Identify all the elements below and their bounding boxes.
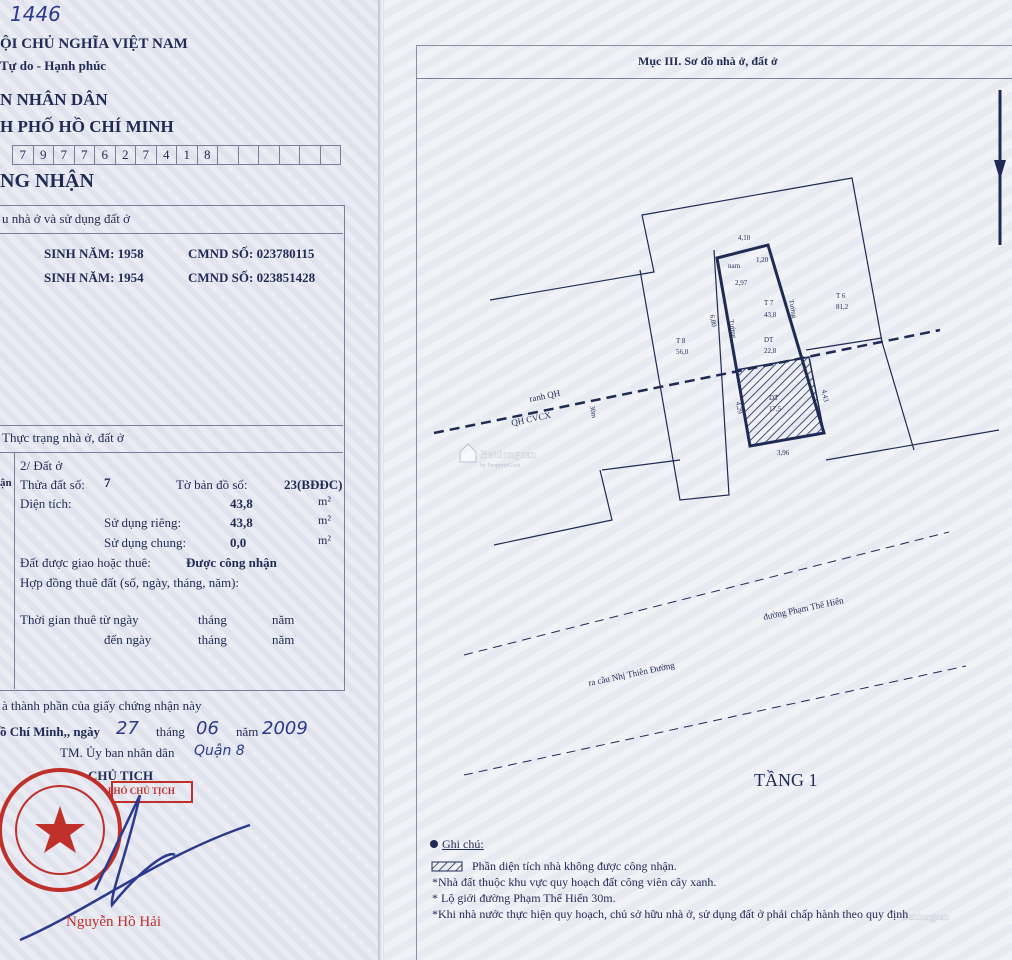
private-use-value: 43,8	[230, 515, 253, 530]
plan-dim-680: 6,80	[708, 313, 719, 328]
plan-dt22-value: 22,8	[764, 347, 777, 355]
lease-from-month: tháng	[198, 612, 227, 627]
shared-use-label: Sử dụng chung:	[104, 535, 187, 550]
vice-chairman-stamp: PHÓ CHỦ TỊCH	[108, 786, 175, 796]
national-header: ỘI CHỦ NGHĨA VIỆT NAM	[0, 36, 188, 52]
plan-ranh-qh: ranh QH	[528, 387, 561, 404]
area-unit: m²	[318, 494, 331, 508]
lease-to-month: tháng	[198, 632, 227, 647]
plan-dt17-value: 17,5	[769, 405, 782, 413]
site-plan	[384, 0, 1012, 960]
north-arrow-icon	[994, 90, 1006, 245]
plan-lot7-label: T 7	[764, 299, 774, 307]
certificate-left-page	[0, 0, 380, 960]
parcel-label: Thửa đất số:	[20, 477, 85, 492]
area-label: Diện tích:	[20, 496, 72, 511]
owner1-birth: SINH NĂM: 1958	[44, 246, 144, 261]
grant-value: Được công nhận	[186, 555, 277, 570]
note-line-4: *Khi nhà nước thực hiện quy hoạch, chủ sở hữu nhà ở, sử dụng đất ở phải chấp hành theo quy định	[432, 907, 909, 921]
plan-dim-443: 4,43	[820, 388, 831, 403]
component-note: à thành phần của giấy chứng nhận này	[2, 698, 202, 713]
lease-to-year: năm	[272, 632, 295, 647]
certificate-title: NG NHẬN	[0, 170, 94, 192]
date-month-label: tháng	[156, 724, 185, 739]
lease-from-label: Thời gian thuê từ ngày	[20, 612, 139, 627]
plan-lot6-label: T 6	[836, 292, 846, 300]
committee-line-2: H PHỐ HỒ CHÍ MINH	[0, 117, 174, 136]
plan-dim-120: 1,20	[756, 256, 769, 264]
private-use-label: Sử dụng riêng:	[104, 515, 182, 530]
owner-header: u nhà ở và sử dụng đất ở	[2, 211, 131, 226]
signer-name: Nguyễn Hồ Hải	[66, 914, 161, 930]
map-sheet-value: 23(BĐĐC)	[284, 477, 343, 492]
plan-wall-right: Tường	[787, 298, 799, 319]
owner2-id: CMND SỐ: 023851428	[188, 270, 316, 285]
parcel-value: 7	[104, 475, 111, 490]
lease-from-year: năm	[272, 612, 295, 627]
note-bullet-icon	[430, 840, 438, 848]
serial-number-boxes: 7 9 7 7 6 2 7 4 1 8	[12, 145, 341, 165]
plan-dim-429: 4,29	[734, 400, 745, 415]
area-value: 43,8	[230, 496, 253, 511]
subject-lot	[717, 245, 824, 446]
plan-lot7-area: 43,8	[764, 311, 777, 319]
official-seal-icon	[0, 770, 192, 890]
owner1-id: CMND SỐ: 023780115	[188, 246, 315, 261]
plan-qh-cvcx: QH CVCX	[510, 409, 552, 428]
plan-dim-297: 2,97	[735, 279, 748, 287]
note-line-2: *Nhà đất thuộc khu vực quy hoạch đất công viên cây xanh.	[432, 875, 717, 889]
legend-hatch-icon	[432, 862, 462, 871]
seal-and-signature	[0, 760, 380, 960]
note-title: Ghi chú:	[442, 837, 484, 851]
side-label: ận	[0, 477, 12, 489]
national-motto: Tự do - Hạnh phúc	[0, 58, 107, 73]
watermark-text-corner: Batdongsan	[902, 912, 950, 923]
plan-road-width: 30m	[588, 404, 599, 419]
plan-dim-top: 4,10	[738, 234, 751, 242]
plan-nam: nam	[728, 262, 741, 270]
section-title: Mục III. Sơ đồ nhà ở, đất ở	[638, 54, 778, 68]
status-header: Thực trạng nhà ở, đất ở	[2, 430, 124, 445]
map-sheet-label: Tờ bản đồ số:	[176, 477, 248, 492]
private-use-unit: m²	[318, 513, 331, 527]
plan-road-name: đường Phạm Thế Hiển	[762, 595, 845, 622]
grant-label: Đất được giao hoặc thuê:	[20, 555, 151, 570]
district-handwritten: Quận 8	[194, 743, 245, 759]
date-month: 06	[196, 718, 219, 739]
date-year: 2009	[262, 718, 308, 739]
certificate-right-page	[384, 0, 1012, 960]
handwritten-number: 1446	[10, 2, 61, 26]
watermark-text: Batdongsan	[480, 447, 537, 461]
committee-signature-label: TM. Ủy ban nhân dân	[60, 745, 175, 760]
plan-dt22-label: DT	[764, 336, 774, 344]
floor-label: TẦNG 1	[754, 770, 818, 790]
shared-use-unit: m²	[318, 533, 331, 547]
note-line-1: Phần diện tích nhà không được công nhận.	[472, 859, 677, 873]
date-day: 27	[116, 718, 139, 739]
lease-contract-label: Hợp đồng thuê đất (số, ngày, tháng, năm):	[20, 575, 240, 590]
owner2-birth: SINH NĂM: 1954	[44, 270, 144, 285]
plan-lot8-area: 56,0	[676, 348, 689, 356]
committee-line-1: N NHÂN DÂN	[0, 90, 108, 109]
plan-dt17-label: DT	[769, 394, 779, 402]
plan-lot8-label: T 8	[676, 337, 686, 345]
lease-to-label: đến ngày	[104, 632, 152, 647]
chairman-title: CHỦ TỊCH	[88, 768, 154, 783]
plan-bridge-road: ra cầu Nhị Thiên Đường	[587, 659, 676, 688]
watermark-subtext: by PropertyGuru	[480, 463, 521, 469]
plan-lot6-area: 81,2	[836, 303, 849, 311]
date-year-label: năm	[236, 724, 259, 739]
plan-dim-396: 3,96	[777, 449, 790, 457]
date-place: ồ Chí Minh,, ngày	[0, 724, 101, 739]
shared-use-value: 0,0	[230, 535, 247, 550]
note-line-3: * Lộ giới đường Phạm Thế Hiển 30m.	[432, 891, 616, 905]
watermark-logo-icon	[460, 444, 949, 923]
plan-wall-left: Tường	[727, 318, 739, 339]
land-section-title: 2/ Đất ở	[20, 458, 63, 473]
